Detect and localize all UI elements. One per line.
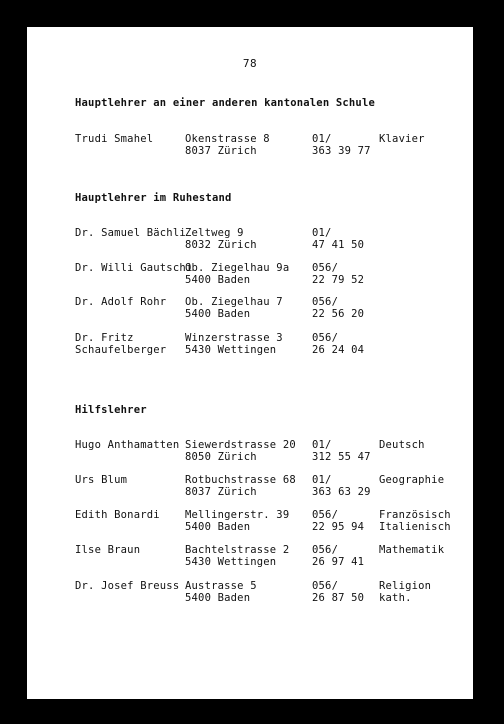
entry-name-line: Dr. Adolf Rohr [75,296,167,308]
entry-name [75,474,127,486]
entry-subject-line: Französisch [379,509,451,521]
entry-subject-line: Religion [379,580,432,592]
entry-address-line: 5430 Wettingen [185,344,277,356]
entry-name-line: Trudi Smahel [75,133,154,145]
entry-address-line: 8037 Zürich [185,145,257,157]
entry-phone-line: 22 79 52 [312,274,365,286]
entry-subject [379,580,431,604]
entry-name [75,332,166,356]
entry-address-line: Rotbuchstrasse 68 [185,474,296,486]
entry-address-line: Bachtelstrasse 2 [185,544,290,556]
entry-phone [312,580,364,604]
page-number: 78 [242,57,258,70]
entry-address [185,509,289,533]
document-page [27,27,473,699]
entry-name [75,296,166,308]
entry-phone [312,439,371,463]
entry-phone [312,474,371,498]
entry-phone [312,133,371,157]
entry-phone-line: 22 95 94 [312,521,365,533]
entry-phone-line: 056/ [312,509,339,521]
entry-name-line: Dr. Willi Gautschi [75,262,193,274]
entry-address-line: 8037 Zürich [185,486,257,498]
entry-name-line: Dr. Fritz [75,332,134,344]
entry-address [185,296,283,320]
entry-name-line: Urs Blum [75,474,128,486]
entry-name [75,133,153,145]
entry-phone-line: 056/ [312,544,339,556]
entry-address [185,227,257,251]
entry-address [185,544,289,568]
entry-name [75,580,179,592]
entry-name [75,509,160,521]
entry-name [75,439,179,451]
entry-address-line: Ob. Ziegelhau 9a [185,262,290,274]
entry-phone-line: 01/ [312,439,332,451]
entry-subject [379,439,425,451]
entry-name-line: Ilse Braun [75,544,141,556]
entry-phone-line: 312 55 47 [312,451,371,463]
entry-subject-line: kath. [379,592,412,604]
entry-phone [312,509,364,533]
section-heading: Hauptlehrer an einer anderen kantonalen Schule [75,97,375,109]
entry-subject [379,544,444,556]
section-heading: Hilfslehrer [75,404,147,416]
entry-phone-line: 01/ [312,227,332,239]
entry-subject-line: Geographie [379,474,445,486]
entry-name [75,544,140,556]
entry-phone-line: 26 24 04 [312,344,365,356]
entry-phone [312,262,364,286]
entry-address [185,262,289,286]
entry-address-line: Siewerdstrasse 20 [185,439,296,451]
entry-name [75,227,186,239]
entry-phone-line: 01/ [312,474,332,486]
entry-name [75,262,192,274]
entry-subject-line: Klavier [379,133,425,145]
entry-phone-line: 056/ [312,262,339,274]
entry-address [185,580,257,604]
entry-phone-line: 363 39 77 [312,145,371,157]
entry-address-line: Okenstrasse 8 [185,133,270,145]
entry-address-line: Ob. Ziegelhau 7 [185,296,283,308]
entry-name-line: Dr. Samuel Bächli [75,227,186,239]
entry-phone-line: 47 41 50 [312,239,365,251]
entry-phone-line: 056/ [312,580,339,592]
entry-phone-line: 056/ [312,332,339,344]
entry-subject-line: Mathematik [379,544,445,556]
entry-phone [312,227,364,251]
entry-address-line: 5400 Baden [185,274,251,286]
entry-phone [312,296,364,320]
entry-address [185,332,283,356]
section-heading: Hauptlehrer im Ruhestand [75,192,232,204]
entry-name-line: Hugo Anthamatten [75,439,180,451]
entry-phone [312,544,364,568]
entry-name-line: Dr. Josef Breuss [75,580,180,592]
entry-address [185,133,270,157]
entry-subject [379,474,444,486]
entry-phone-line: 22 56 20 [312,308,365,320]
entry-address-line: Austrasse 5 [185,580,257,592]
entry-phone-line: 056/ [312,296,339,308]
entry-address-line: 5400 Baden [185,521,251,533]
entry-address-line: 5400 Baden [185,308,251,320]
entry-address [185,474,296,498]
entry-subject [379,509,451,533]
entry-address [185,439,296,463]
entry-phone-line: 26 87 50 [312,592,365,604]
entry-name-line: Schaufelberger [75,344,167,356]
entry-address-line: Winzerstrasse 3 [185,332,283,344]
entry-address-line: Zeltweg 9 [185,227,244,239]
entry-address-line: 8032 Zürich [185,239,257,251]
entry-subject-line: Italienisch [379,521,451,533]
entry-name-line: Edith Bonardi [75,509,160,521]
entry-address-line: 5400 Baden [185,592,251,604]
entry-phone-line: 01/ [312,133,332,145]
entry-phone-line: 26 97 41 [312,556,365,568]
entry-subject-line: Deutsch [379,439,425,451]
entry-address-line: 8050 Zürich [185,451,257,463]
entry-address-line: 5430 Wettingen [185,556,277,568]
entry-address-line: Mellingerstr. 39 [185,509,290,521]
entry-phone [312,332,364,356]
entry-phone-line: 363 63 29 [312,486,371,498]
entry-subject [379,133,425,145]
